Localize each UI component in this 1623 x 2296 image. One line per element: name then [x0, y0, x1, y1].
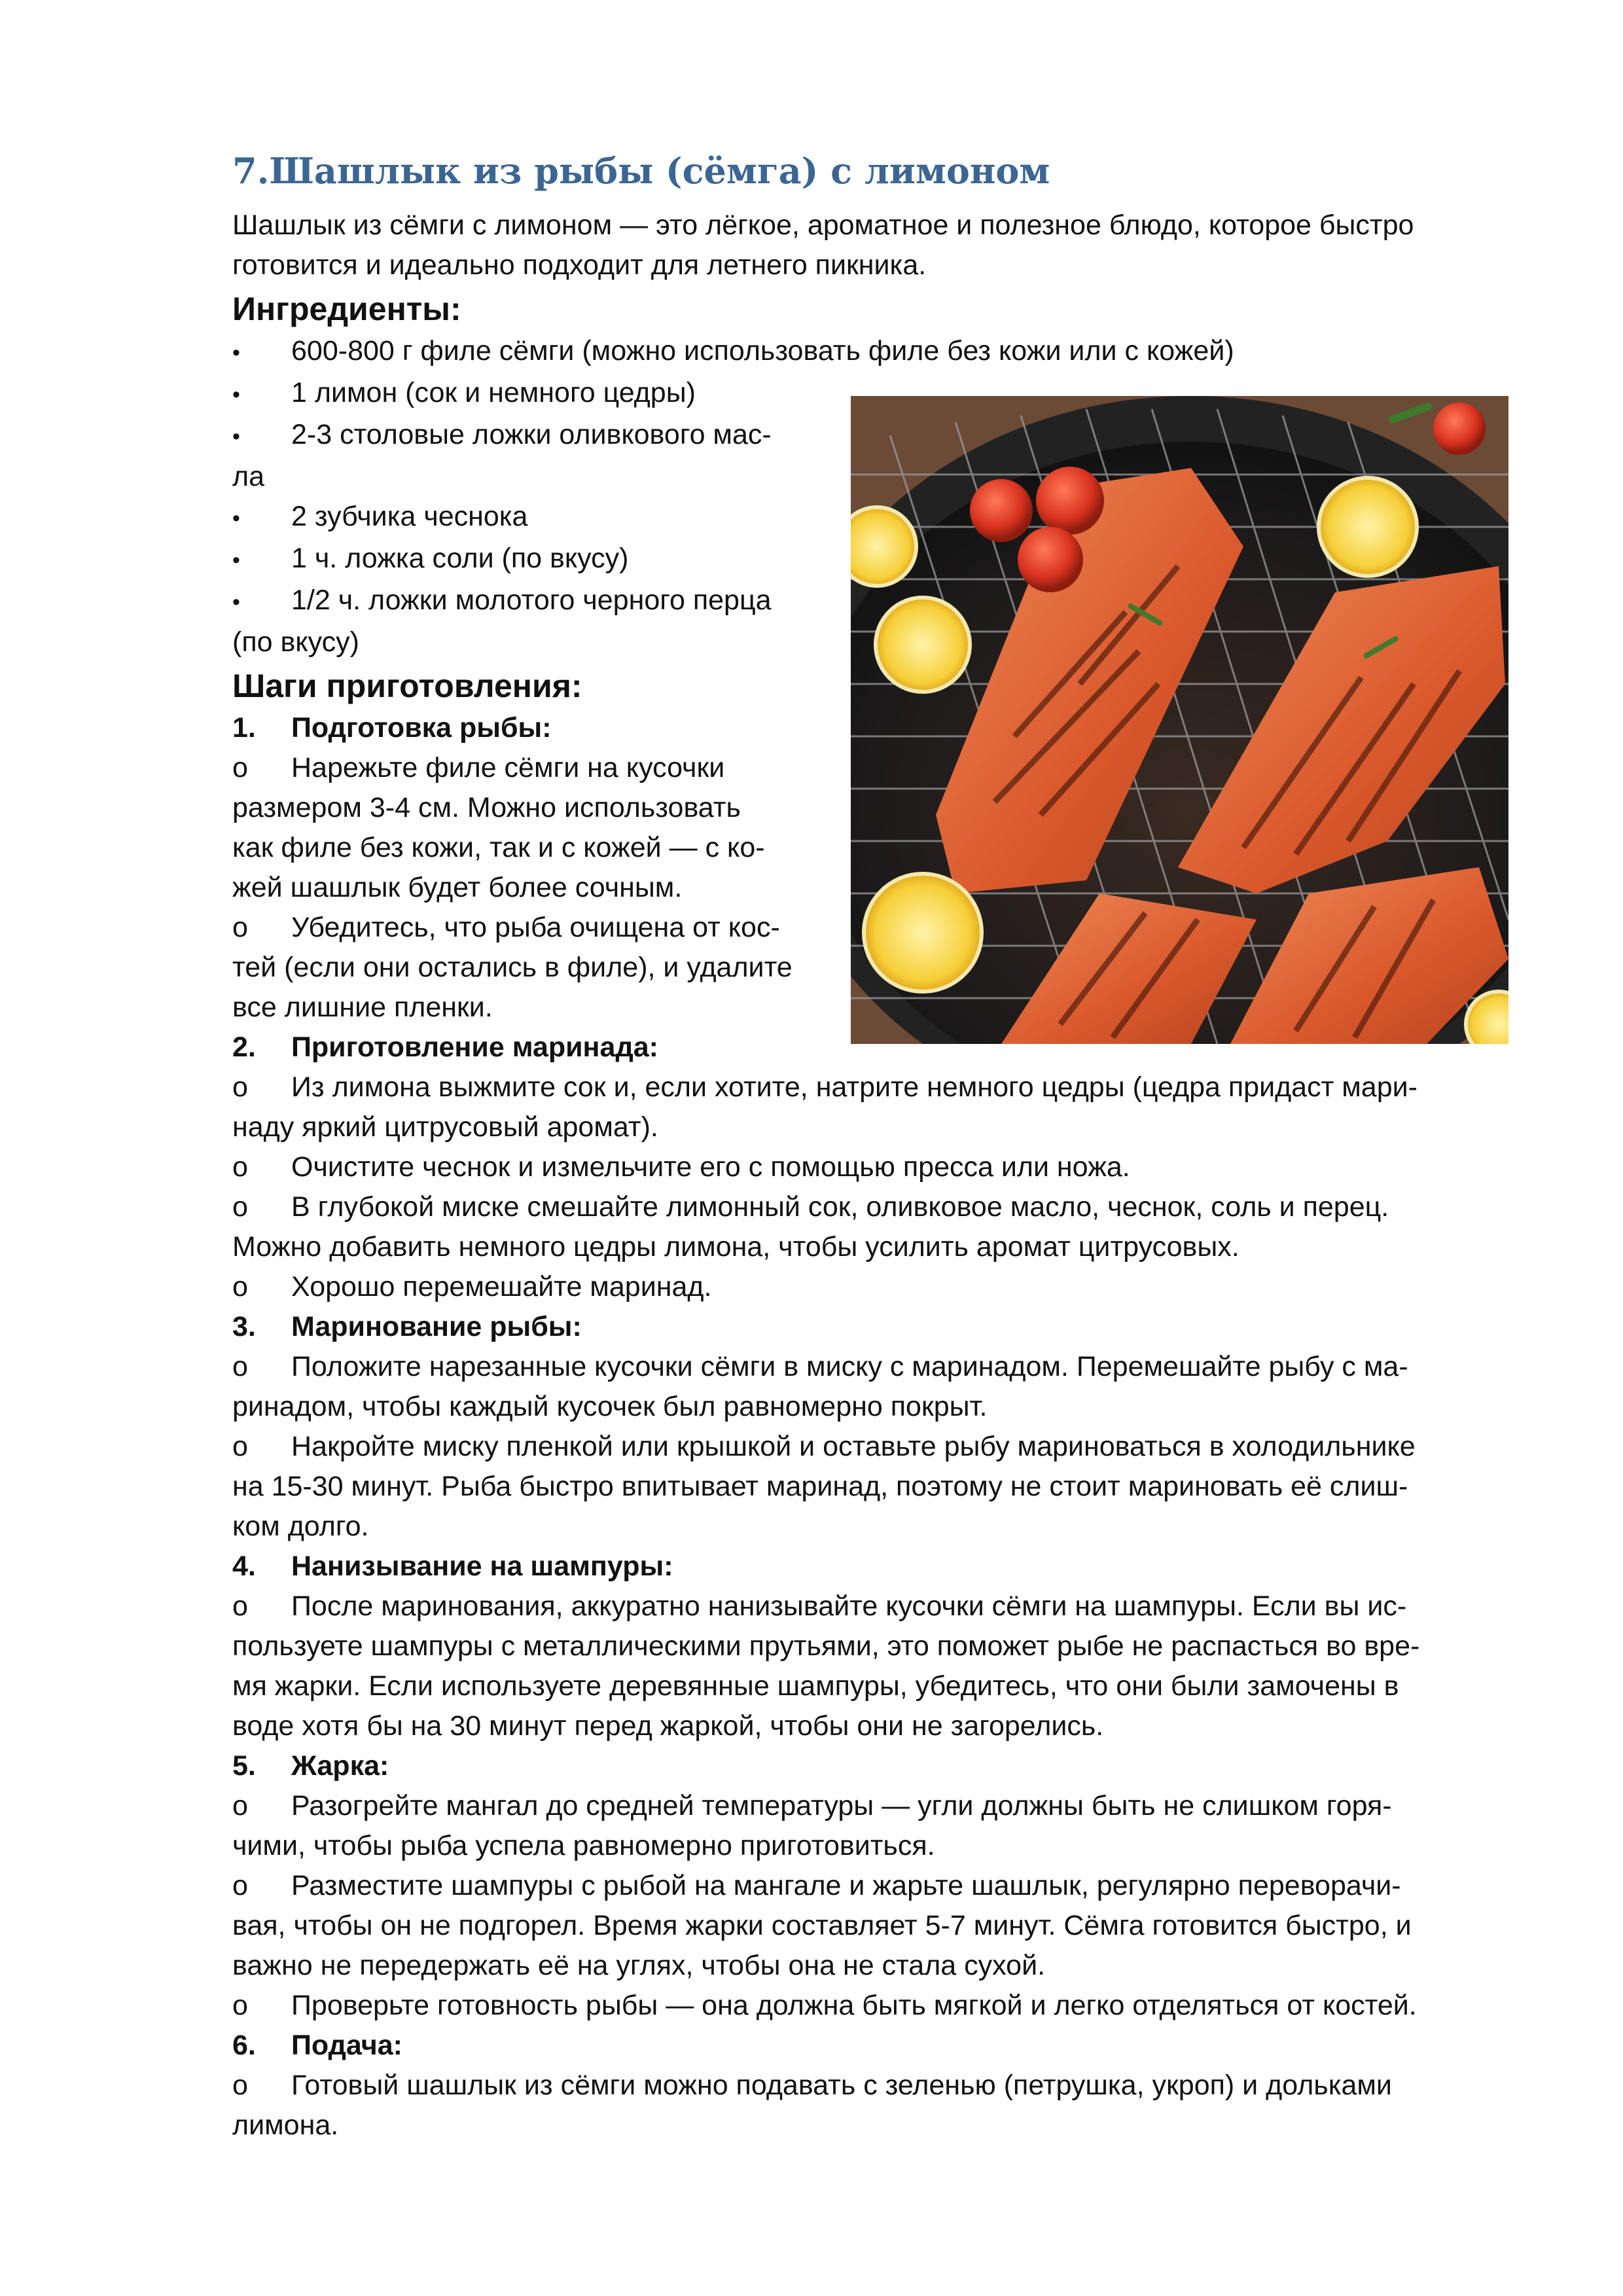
sub-bullet-icon: o	[232, 1351, 248, 1383]
step-text: воде хотя бы на 30 минут перед жаркой, чтобы они не загорелись.	[232, 1710, 1104, 1742]
bullet-icon: •	[232, 382, 240, 408]
sub-bullet-icon: o	[232, 1590, 248, 1623]
step-text: лимона.	[232, 2109, 339, 2142]
sub-bullet-icon: o	[232, 1790, 248, 1822]
step-text: o Разместите шампуры с рыбой на мангале и жарьте шашлык, регулярно переворачи-	[232, 1866, 1512, 1906]
sub-bullet-icon: o	[232, 752, 248, 784]
step-heading: 4. Нанизывание на шампуры:	[232, 1551, 673, 1583]
sub-bullet-icon: o	[232, 2070, 248, 2102]
ingredient-item: • 600-800 г филе сёмги (можно использовать филе без кожи или с кожей)	[232, 331, 1512, 373]
step-text: o Проверьте готовность рыбы — она должна быть мягкой и легко отделяться от костей.	[232, 1986, 1512, 2026]
step-heading: 5. Жарка:	[232, 1750, 389, 1782]
step-text: жей шашлык будет более сочным.	[232, 872, 683, 904]
step-text: ринадом, чтобы каждый кусочек был равномерно покрыт.	[232, 1391, 988, 1423]
page-title: 7.Шашлык из рыбы (сёмга) с лимоном	[232, 150, 1050, 192]
step-text: Можно добавить немного цедры лимона, чтобы усилить аромат цитрусовых.	[232, 1231, 1240, 1263]
sub-bullet-icon: o	[232, 1431, 248, 1463]
ingredient-item: • 2 зубчика чеснока	[232, 497, 1512, 539]
step-text: o Положите нарезанные кусочки сёмги в миску с маринадом. Перемешайте рыбу с ма-	[232, 1347, 1512, 1387]
step-text: o Убедитесь, что рыба очищена от кос-	[232, 908, 1512, 948]
sub-bullet-icon: o	[232, 912, 248, 944]
step-text: ком долго.	[232, 1511, 369, 1543]
sub-bullet-icon: o	[232, 1191, 248, 1223]
ingredient-item: • 1/2 ч. ложки молотого черного перца	[232, 581, 1512, 622]
ingredient-item-continued: ла	[232, 461, 265, 493]
intro-line: Шашлык из сёмги с лимоном — это лёгкое, ароматное и полезное блюдо, которое быстро	[232, 209, 1414, 242]
steps-heading: Шаги приготовления:	[232, 668, 582, 705]
step-text: наду яркий цитрусовый аромат).	[232, 1111, 658, 1143]
intro-line: готовится и идеально подходит для летнего пикника.	[232, 249, 927, 281]
step-text: o Разогрейте мангал до средней температуры — угли должны быть не слишком горя-	[232, 1786, 1512, 1826]
bullet-icon: •	[232, 340, 240, 366]
sub-bullet-icon: o	[232, 1151, 248, 1183]
step-text: как филе без кожи, так и с кожей — с ко-	[232, 832, 765, 864]
step-text: o После маринования, аккуратно нанизывайте кусочки сёмги на шампуры. Если вы ис-	[232, 1587, 1512, 1626]
salmon-grill-photo	[851, 396, 1508, 1044]
ingredients-heading: Ингредиенты:	[232, 291, 461, 328]
bullet-icon: •	[232, 506, 240, 531]
step-text: o Хорошо перемешайте маринад.	[232, 1267, 1512, 1307]
bullet-icon: •	[232, 424, 240, 450]
ingredient-item-continued: (по вкусу)	[232, 626, 359, 658]
sub-bullet-icon: o	[232, 1870, 248, 1902]
ingredient-item: • 1 ч. ложка соли (по вкусу)	[232, 539, 1512, 581]
bullet-icon: •	[232, 548, 240, 573]
step-text: o В глубокой миске смешайте лимонный сок, оливковое масло, чеснок, соль и перец.	[232, 1187, 1512, 1227]
step-text: тей (если они остались в филе), и удалите	[232, 952, 793, 984]
step-heading: 6. Подача:	[232, 2030, 402, 2062]
step-heading: 2. Приготовление маринада:	[232, 1031, 658, 1064]
sub-bullet-icon: o	[232, 1990, 248, 2022]
ingredient-item: • 2-3 столовые ложки оливкового мас-	[232, 415, 1512, 457]
step-text: вая, чтобы он не подгорел. Время жарки составляет 5-7 минут. Сёмга готовится быстро, и	[232, 1910, 1412, 1942]
step-text: все лишние пленки.	[232, 992, 493, 1024]
step-text: o Нарежьте филе сёмги на кусочки	[232, 748, 1512, 788]
step-text: o Очистите чеснок и измельчите его с помощью пресса или ножа.	[232, 1147, 1512, 1187]
step-text: o Из лимона выжмите сок и, если хотите, натрите немного цедры (цедра придаст мари-	[232, 1067, 1512, 1107]
step-text: o Готовый шашлык из сёмги можно подавать с зеленью (петрушка, укроп) и дольками	[232, 2066, 1512, 2106]
step-text: o Накройте миску пленкой или крышкой и оставьте рыбу мариноваться в холодильнике	[232, 1427, 1512, 1467]
step-text: на 15-30 минут. Рыба быстро впитывает маринад, поэтому не стоит мариновать её слиш-	[232, 1471, 1408, 1503]
sub-bullet-icon: o	[232, 1271, 248, 1303]
step-heading: 3. Маринование рыбы:	[232, 1311, 582, 1343]
step-heading: 1. Подготовка рыбы:	[232, 712, 552, 744]
bullet-icon: •	[232, 590, 240, 615]
step-text: пользуете шампуры с металлическими прутьями, это поможет рыбе не распасться во вре-	[232, 1630, 1420, 1662]
step-text: чими, чтобы рыба успела равномерно приготовиться.	[232, 1830, 935, 1862]
step-text: мя жарки. Если используете деревянные шампуры, убедитесь, что они были замочены в	[232, 1670, 1399, 1702]
step-text: размером 3-4 см. Можно использовать	[232, 792, 741, 824]
sub-bullet-icon: o	[232, 1071, 248, 1103]
ingredient-item: • 1 лимон (сок и немного цедры)	[232, 373, 1512, 415]
step-text: важно не передержать её на углях, чтобы она не стала сухой.	[232, 1950, 1046, 1982]
